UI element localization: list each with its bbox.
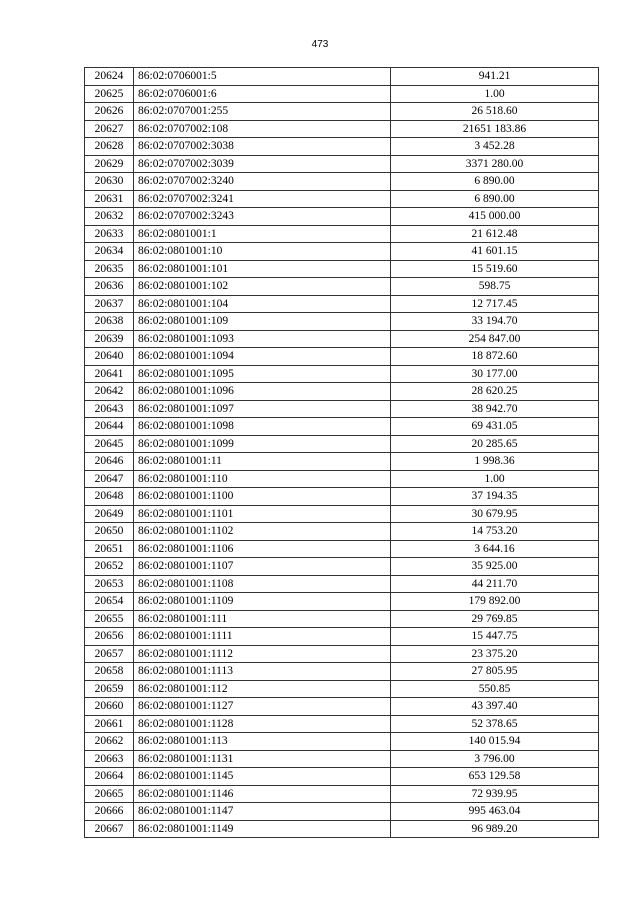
cadastral-value-cell: 72 939.95: [391, 785, 599, 803]
cadastral-value-cell: 18 872.60: [391, 348, 599, 366]
cadastral-value-cell: 23 375.20: [391, 645, 599, 663]
table-row: [85, 540, 599, 558]
row-number-cell: 20638: [85, 313, 134, 331]
cadastral-value-cell: 43 397.40: [391, 698, 599, 716]
table-row: [85, 628, 599, 646]
cadastral-number-cell: 86:02:0707002:3039: [134, 155, 391, 173]
table-row: [85, 733, 599, 751]
cadastral-number-cell: 86:02:0801001:1093: [134, 330, 391, 348]
cadastral-value-cell: 21 612.48: [391, 225, 599, 243]
row-number-cell: 20627: [85, 120, 134, 138]
cadastral-value-cell: 3 644.16: [391, 540, 599, 558]
table-row: [85, 138, 599, 156]
cadastral-number-cell: 86:02:0706001:5: [134, 68, 391, 86]
table-row: [85, 698, 599, 716]
cadastral-number-cell: 86:02:0801001:102: [134, 278, 391, 296]
cadastral-number-cell: 86:02:0707002:108: [134, 120, 391, 138]
table-row: [85, 348, 599, 366]
table-row: [85, 243, 599, 261]
table-row: [85, 558, 599, 576]
table-row: [85, 278, 599, 296]
row-number-cell: 20641: [85, 365, 134, 383]
cadastral-value-cell: 30 177.00: [391, 365, 599, 383]
cadastral-number-cell: 86:02:0801001:1107: [134, 558, 391, 576]
cadastral-value-cell: 26 518.60: [391, 103, 599, 121]
cadastral-value-table: [84, 67, 599, 838]
table-row: [85, 103, 599, 121]
cadastral-number-cell: 86:02:0801001:104: [134, 295, 391, 313]
table-body: [85, 68, 599, 838]
row-number-cell: 20660: [85, 698, 134, 716]
row-number-cell: 20644: [85, 418, 134, 436]
table-row: [85, 435, 599, 453]
row-number-cell: 20659: [85, 680, 134, 698]
table-row: [85, 68, 599, 86]
cadastral-value-cell: 550.85: [391, 680, 599, 698]
table-row: [85, 663, 599, 681]
cadastral-value-cell: 44 211.70: [391, 575, 599, 593]
cadastral-number-cell: 86:02:0801001:1100: [134, 488, 391, 506]
table-row: [85, 313, 599, 331]
cadastral-number-cell: 86:02:0801001:1101: [134, 505, 391, 523]
row-number-cell: 20624: [85, 68, 134, 86]
cadastral-number-cell: 86:02:0706001:6: [134, 85, 391, 103]
cadastral-number-cell: 86:02:0707002:3243: [134, 208, 391, 226]
table-row: [85, 400, 599, 418]
row-number-cell: 20631: [85, 190, 134, 208]
cadastral-number-cell: 86:02:0801001:1149: [134, 820, 391, 838]
row-number-cell: 20665: [85, 785, 134, 803]
row-number-cell: 20654: [85, 593, 134, 611]
row-number-cell: 20655: [85, 610, 134, 628]
row-number-cell: 20635: [85, 260, 134, 278]
cadastral-number-cell: 86:02:0801001:11: [134, 453, 391, 471]
table-row: [85, 785, 599, 803]
cadastral-number-cell: 86:02:0801001:1113: [134, 663, 391, 681]
cadastral-value-cell: 37 194.35: [391, 488, 599, 506]
cadastral-number-cell: 86:02:0801001:1112: [134, 645, 391, 663]
table-row: [85, 680, 599, 698]
row-number-cell: 20626: [85, 103, 134, 121]
cadastral-value-cell: 15 519.60: [391, 260, 599, 278]
table-row: [85, 575, 599, 593]
table-row: [85, 225, 599, 243]
row-number-cell: 20664: [85, 768, 134, 786]
row-number-cell: 20632: [85, 208, 134, 226]
row-number-cell: 20666: [85, 803, 134, 821]
cadastral-number-cell: 86:02:0801001:111: [134, 610, 391, 628]
table-row: [85, 85, 599, 103]
table-row: [85, 330, 599, 348]
row-number-cell: 20650: [85, 523, 134, 541]
row-number-cell: 20656: [85, 628, 134, 646]
row-number-cell: 20625: [85, 85, 134, 103]
cadastral-number-cell: 86:02:0801001:1147: [134, 803, 391, 821]
table-row: [85, 173, 599, 191]
cadastral-value-cell: 96 989.20: [391, 820, 599, 838]
cadastral-number-cell: 86:02:0801001:109: [134, 313, 391, 331]
table-row: [85, 505, 599, 523]
cadastral-value-cell: 941.21: [391, 68, 599, 86]
row-number-cell: 20661: [85, 715, 134, 733]
table-row: [85, 260, 599, 278]
cadastral-value-cell: 6 890.00: [391, 190, 599, 208]
cadastral-number-cell: 86:02:0707002:3241: [134, 190, 391, 208]
row-number-cell: 20636: [85, 278, 134, 296]
row-number-cell: 20658: [85, 663, 134, 681]
table-row: [85, 418, 599, 436]
cadastral-value-cell: 995 463.04: [391, 803, 599, 821]
cadastral-value-cell: 29 769.85: [391, 610, 599, 628]
cadastral-value-cell: 598.75: [391, 278, 599, 296]
table-row: [85, 120, 599, 138]
table-row: [85, 295, 599, 313]
row-number-cell: 20628: [85, 138, 134, 156]
table-row: [85, 453, 599, 471]
cadastral-value-cell: 653 129.58: [391, 768, 599, 786]
table-row: [85, 155, 599, 173]
table-row: [85, 470, 599, 488]
cadastral-value-cell: 38 942.70: [391, 400, 599, 418]
cadastral-value-cell: 14 753.20: [391, 523, 599, 541]
cadastral-number-cell: 86:02:0801001:112: [134, 680, 391, 698]
page-number: 473: [311, 39, 329, 50]
table-row: [85, 820, 599, 838]
row-number-cell: 20667: [85, 820, 134, 838]
cadastral-number-cell: 86:02:0801001:110: [134, 470, 391, 488]
cadastral-number-cell: 86:02:0801001:101: [134, 260, 391, 278]
cadastral-value-cell: 15 447.75: [391, 628, 599, 646]
table-row: [85, 593, 599, 611]
cadastral-number-cell: 86:02:0801001:1097: [134, 400, 391, 418]
row-number-cell: 20646: [85, 453, 134, 471]
cadastral-value-cell: 33 194.70: [391, 313, 599, 331]
cadastral-value-cell: 21651 183.86: [391, 120, 599, 138]
cadastral-value-cell: 6 890.00: [391, 173, 599, 191]
cadastral-value-cell: 140 015.94: [391, 733, 599, 751]
cadastral-value-cell: 3 452.28: [391, 138, 599, 156]
cadastral-value-cell: 30 679.95: [391, 505, 599, 523]
row-number-cell: 20639: [85, 330, 134, 348]
cadastral-value-cell: 3 796.00: [391, 750, 599, 768]
table-row: [85, 750, 599, 768]
row-number-cell: 20648: [85, 488, 134, 506]
row-number-cell: 20651: [85, 540, 134, 558]
cadastral-number-cell: 86:02:0801001:1096: [134, 383, 391, 401]
cadastral-number-cell: 86:02:0801001:1111: [134, 628, 391, 646]
row-number-cell: 20657: [85, 645, 134, 663]
cadastral-number-cell: 86:02:0801001:1106: [134, 540, 391, 558]
table-row: [85, 523, 599, 541]
row-number-cell: 20649: [85, 505, 134, 523]
table-row: [85, 715, 599, 733]
cadastral-number-cell: 86:02:0801001:1098: [134, 418, 391, 436]
cadastral-number-cell: 86:02:0707001:255: [134, 103, 391, 121]
table-row: [85, 208, 599, 226]
row-number-cell: 20663: [85, 750, 134, 768]
row-number-cell: 20630: [85, 173, 134, 191]
cadastral-value-cell: 1.00: [391, 85, 599, 103]
cadastral-number-cell: 86:02:0801001:1128: [134, 715, 391, 733]
cadastral-value-cell: 52 378.65: [391, 715, 599, 733]
table-row: [85, 365, 599, 383]
cadastral-number-cell: 86:02:0801001:1102: [134, 523, 391, 541]
cadastral-number-cell: 86:02:0801001:10: [134, 243, 391, 261]
cadastral-value-cell: 415 000.00: [391, 208, 599, 226]
cadastral-number-cell: 86:02:0801001:1146: [134, 785, 391, 803]
row-number-cell: 20653: [85, 575, 134, 593]
cadastral-number-cell: 86:02:0801001:1145: [134, 768, 391, 786]
table-row: [85, 610, 599, 628]
cadastral-number-cell: 86:02:0801001:1: [134, 225, 391, 243]
cadastral-value-cell: 254 847.00: [391, 330, 599, 348]
table-row: [85, 488, 599, 506]
cadastral-value-cell: 20 285.65: [391, 435, 599, 453]
row-number-cell: 20642: [85, 383, 134, 401]
table-row: [85, 190, 599, 208]
cadastral-number-cell: 86:02:0707002:3240: [134, 173, 391, 191]
cadastral-number-cell: 86:02:0801001:1108: [134, 575, 391, 593]
row-number-cell: 20634: [85, 243, 134, 261]
row-number-cell: 20662: [85, 733, 134, 751]
cadastral-value-cell: 28 620.25: [391, 383, 599, 401]
cadastral-number-cell: 86:02:0801001:1127: [134, 698, 391, 716]
row-number-cell: 20637: [85, 295, 134, 313]
cadastral-value-cell: 179 892.00: [391, 593, 599, 611]
cadastral-value-cell: 1.00: [391, 470, 599, 488]
cadastral-number-cell: 86:02:0801001:113: [134, 733, 391, 751]
cadastral-number-cell: 86:02:0801001:1109: [134, 593, 391, 611]
table-row: [85, 383, 599, 401]
cadastral-value-cell: 1 998.36: [391, 453, 599, 471]
table-row: [85, 768, 599, 786]
cadastral-value-cell: 12 717.45: [391, 295, 599, 313]
row-number-cell: 20629: [85, 155, 134, 173]
cadastral-value-cell: 35 925.00: [391, 558, 599, 576]
row-number-cell: 20633: [85, 225, 134, 243]
row-number-cell: 20647: [85, 470, 134, 488]
cadastral-number-cell: 86:02:0801001:1095: [134, 365, 391, 383]
row-number-cell: 20645: [85, 435, 134, 453]
table-row: [85, 645, 599, 663]
cadastral-number-cell: 86:02:0801001:1099: [134, 435, 391, 453]
cadastral-number-cell: 86:02:0707002:3038: [134, 138, 391, 156]
table-row: [85, 803, 599, 821]
cadastral-value-cell: 27 805.95: [391, 663, 599, 681]
cadastral-value-cell: 69 431.05: [391, 418, 599, 436]
cadastral-number-cell: 86:02:0801001:1131: [134, 750, 391, 768]
cadastral-value-cell: 3371 280.00: [391, 155, 599, 173]
row-number-cell: 20640: [85, 348, 134, 366]
row-number-cell: 20652: [85, 558, 134, 576]
row-number-cell: 20643: [85, 400, 134, 418]
cadastral-value-cell: 41 601.15: [391, 243, 599, 261]
cadastral-number-cell: 86:02:0801001:1094: [134, 348, 391, 366]
